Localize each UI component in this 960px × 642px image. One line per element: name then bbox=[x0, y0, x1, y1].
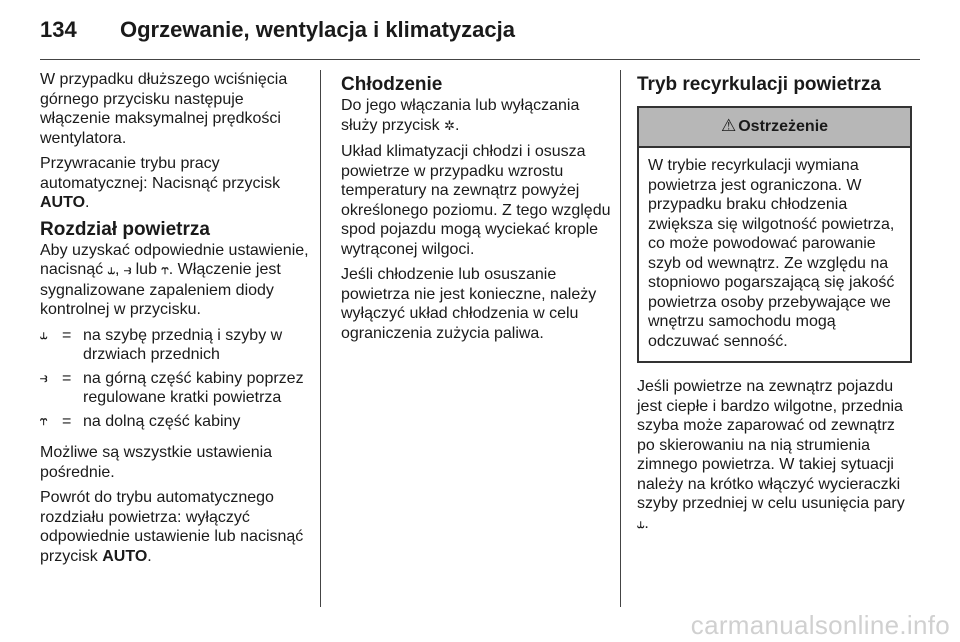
warning-text: W trybie recyrkulacji wymiana powietrza jest ograniczona. W przypadku braku chłodzenia zwiększa się wilgotność powietrza, co może powodować parowanie szyb od wewnątrz. Ze względu na stopniowo pogarszającą się jakość powietrza osoby przebywające we wnętrzu samochodu mogą odczuwać senność. bbox=[648, 157, 895, 350]
upper-vent-icon: ⥽ bbox=[123, 263, 132, 278]
floor-vent-icon: ⥾ bbox=[40, 413, 48, 429]
snowflake-icon: ✲ bbox=[444, 118, 456, 134]
paragraph: Możliwe są wszystkie ustawienia pośrednie. bbox=[40, 444, 273, 481]
warning-title: Ostrzeżenie bbox=[738, 118, 829, 136]
paragraph: W przypadku dłuższego wciśnięcia górnego przycisku następuje włączenie maksymalnej prędkości wentylatora. bbox=[40, 71, 288, 147]
section-heading-cooling: Chłodzenie bbox=[341, 74, 443, 95]
warning-box bbox=[637, 106, 912, 363]
table-row: ⥾ = na dolną część kabiny bbox=[40, 412, 241, 430]
floor-vent-icon: ⥾ bbox=[161, 263, 169, 278]
section-heading-air-distribution: Rozdział powietrza bbox=[40, 218, 210, 240]
watermark: carmanualsonline.info bbox=[690, 610, 950, 640]
paragraph: Do jego włączania lub wyłączania służy przycisk ✲. bbox=[341, 96, 616, 136]
chapter-title: Ogrzewanie, wentylacja i klimatyzacja bbox=[120, 17, 515, 42]
column-middle bbox=[341, 70, 616, 349]
upper-vent-icon: ⥽ bbox=[40, 370, 48, 386]
paragraph: Jeśli chłodzenie lub osuszanie powietrza nie jest konieczne, należy wyłączyć układ chłodzenia w celu ograniczenia zużycia paliwa. bbox=[341, 266, 597, 342]
paragraph: Układ klimatyzacji chłodzi i osusza powietrze w przypadku wzrostu temperatury na zewnątrz powyżej określonego poziomu. Z tego względu spod pojazdu mogą wyciekać krople wytrąconej wilgoci. bbox=[341, 143, 611, 258]
column-divider bbox=[620, 70, 621, 607]
header-divider bbox=[40, 59, 920, 60]
windscreen-vent-icon: ⥿ bbox=[40, 327, 48, 343]
air-distribution-table bbox=[40, 326, 312, 432]
paragraph: Powrót do trybu automatycznego rozdziału powietrza: wyłączyć odpowiednie ustawienie lub nacisnąć przycisk AUTO. bbox=[40, 489, 304, 565]
windscreen-vent-icon: ⥿ bbox=[637, 516, 645, 532]
paragraph: Przywracanie trybu pracy automatycznej: Nacisnąć przycisk AUTO. bbox=[40, 155, 281, 211]
column-divider bbox=[320, 70, 321, 607]
section-heading-recirculation: Tryb recyrkulacji powietrza bbox=[637, 74, 881, 95]
column-left bbox=[40, 70, 312, 572]
paragraph: Jeśli powietrze na zewnątrz pojazdu jest ciepłe i bardzo wilgotne, przednia szyba może zaparować od zewnątrz po skierowaniu na nią strumienia zimnego powietrza. W takiej sytuacji należy na krótko włączyć wycieraczki szyby przedniej w celu usunięcia pary ⥿. bbox=[637, 377, 912, 534]
auto-button-label: AUTO bbox=[40, 194, 86, 211]
table-row: ⥽ = na górną część kabiny poprzez regulowane kratki powietrza bbox=[40, 369, 304, 406]
windscreen-vent-icon: ⥿ bbox=[107, 263, 115, 278]
paragraph: Aby uzyskać odpowiednie ustawienie, nacisnąć ⥿, ⥽ lub ⥾. Włączenie jest sygnalizowane zapaleniem diody kontrolnej w przycisku. bbox=[40, 241, 309, 318]
warning-header bbox=[639, 108, 910, 148]
auto-button-label: AUTO bbox=[102, 547, 148, 565]
warning-triangle-icon: ⚠ bbox=[720, 116, 737, 137]
table-row: ⥿ = na szybę przednią i szyby w drzwiach przednich bbox=[40, 326, 283, 363]
page-number: 134 bbox=[40, 17, 77, 42]
column-right bbox=[637, 70, 912, 540]
page-header bbox=[40, 10, 515, 50]
